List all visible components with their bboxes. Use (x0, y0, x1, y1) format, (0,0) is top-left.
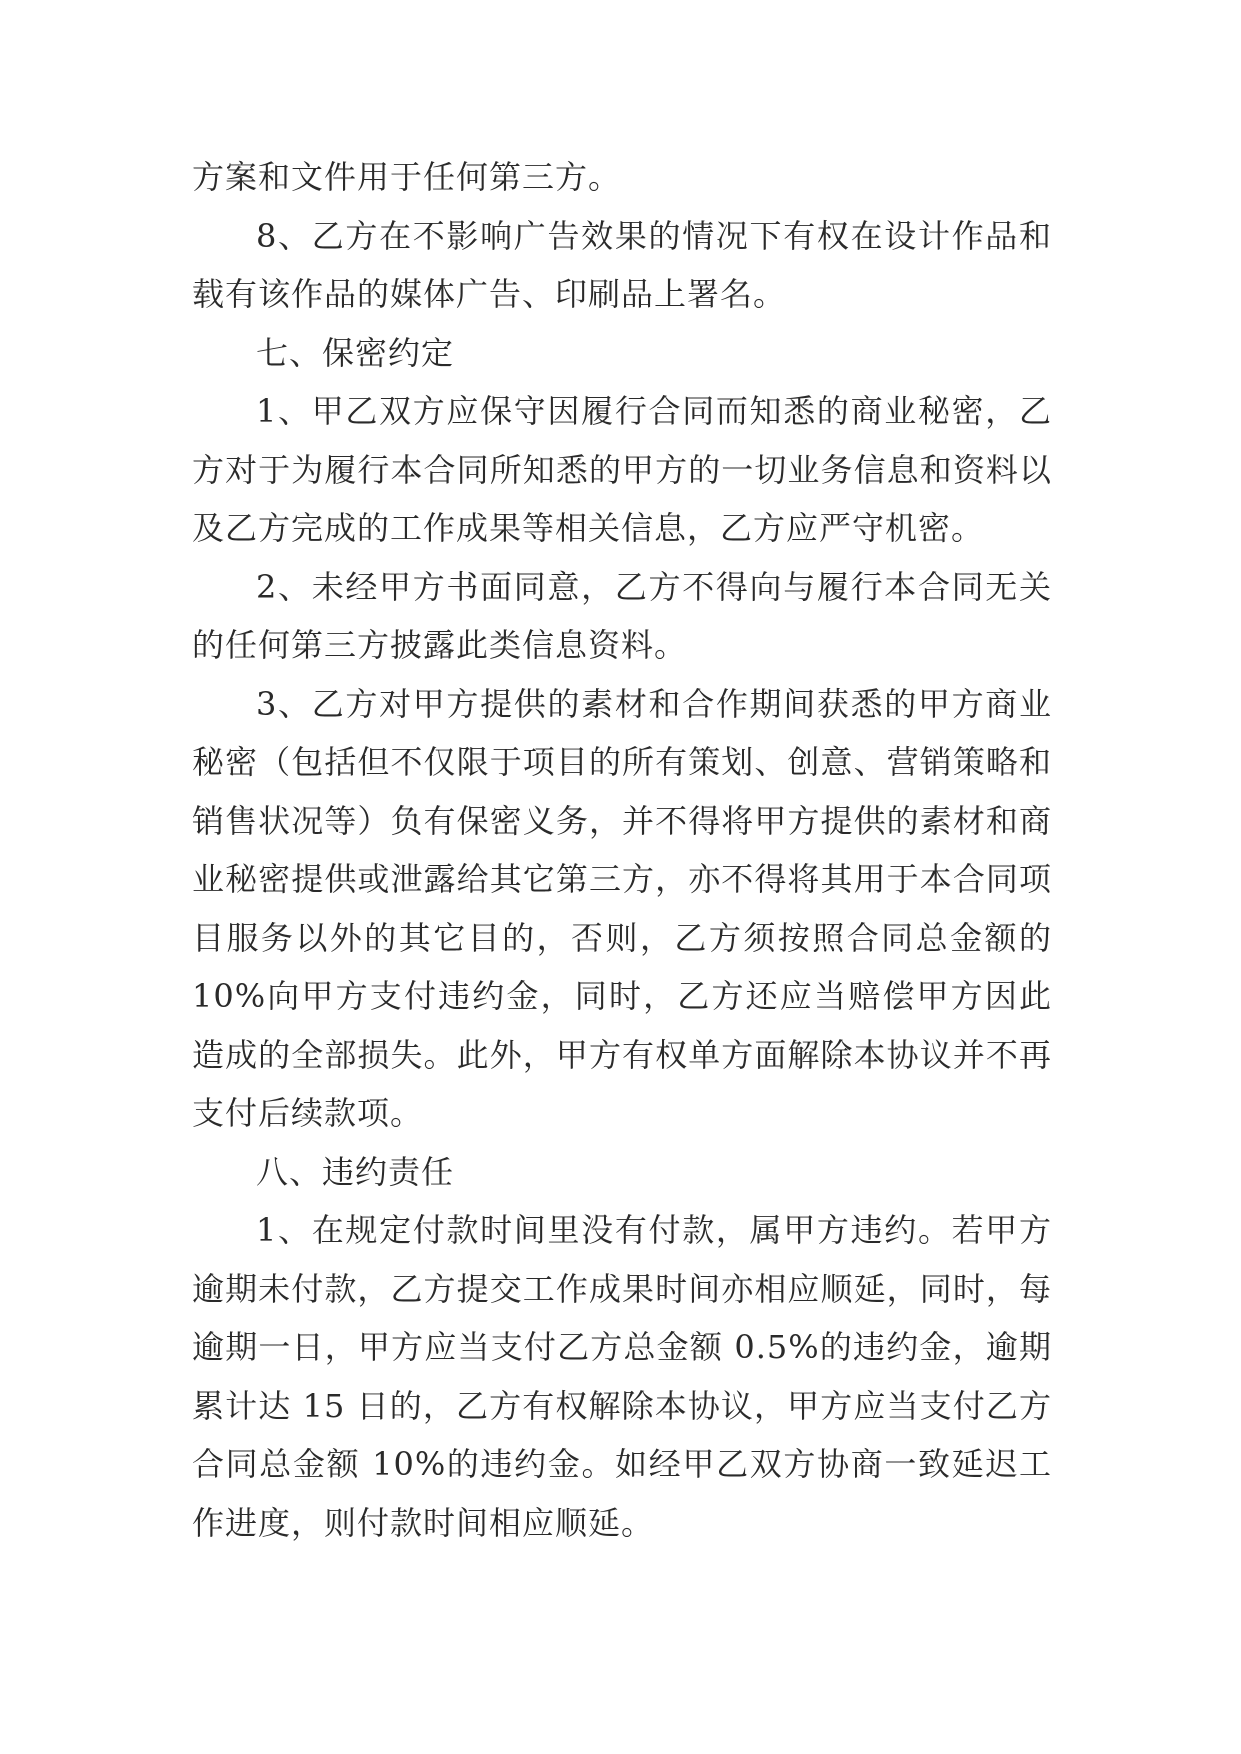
document-page (192, 148, 1052, 1552)
paragraph-continuation: 方案和文件用于任何第三方。 (192, 158, 622, 196)
paragraph-item-6-8: 8、乙方在不影响广告效果的情况下有权在设计作品和载有该作品的媒体广告、印刷品上署名。 (192, 216, 1052, 313)
paragraph-item-7-1: 1、甲乙双方应保守因履行合同而知悉的商业秘密，乙方对于为履行本合同所知悉的甲方的一切业务信息和资料以及乙方完成的工作成果等相关信息，乙方应严守机密。 (192, 392, 1052, 547)
paragraph-item-8-1: 1、在规定付款时间里没有付款，属甲方违约。若甲方逾期未付款，乙方提交工作成果时间亦相应顺延，同时，每逾期一日，甲方应当支付乙方总金额 0.5%的违约金，逾期累计达 15 日的，乙方有权解除本协议，甲方应当支付乙方合同总金额 10%的违约金。如经甲乙双方协商一致延迟工作进度，则付款时间相应顺延。 (192, 1211, 1052, 1542)
section-heading-confidentiality: 七、保密约定 (256, 333, 455, 372)
paragraph-item-7-2: 2、未经甲方书面同意，乙方不得向与履行本合同无关的任何第三方披露此类信息资料。 (192, 567, 1052, 664)
section-heading-breach-liability: 八、违约责任 (256, 1152, 455, 1191)
paragraph-item-7-3: 3、乙方对甲方提供的素材和合作期间获悉的甲方商业秘密（包括但不仅限于项目的所有策划、创意、营销策略和销售状况等）负有保密义务，并不得将甲方提供的素材和商业秘密提供或泄露给其它第三方，亦不得将其用于本合同项目服务以外的其它目的，否则，乙方须按照合同总金额的 10%向甲方支付违约金，同时，乙方还应当赔偿甲方因此造成的全部损失。此外，甲方有权单方面解除本协议并不再支付后续款项。 (192, 684, 1052, 1132)
